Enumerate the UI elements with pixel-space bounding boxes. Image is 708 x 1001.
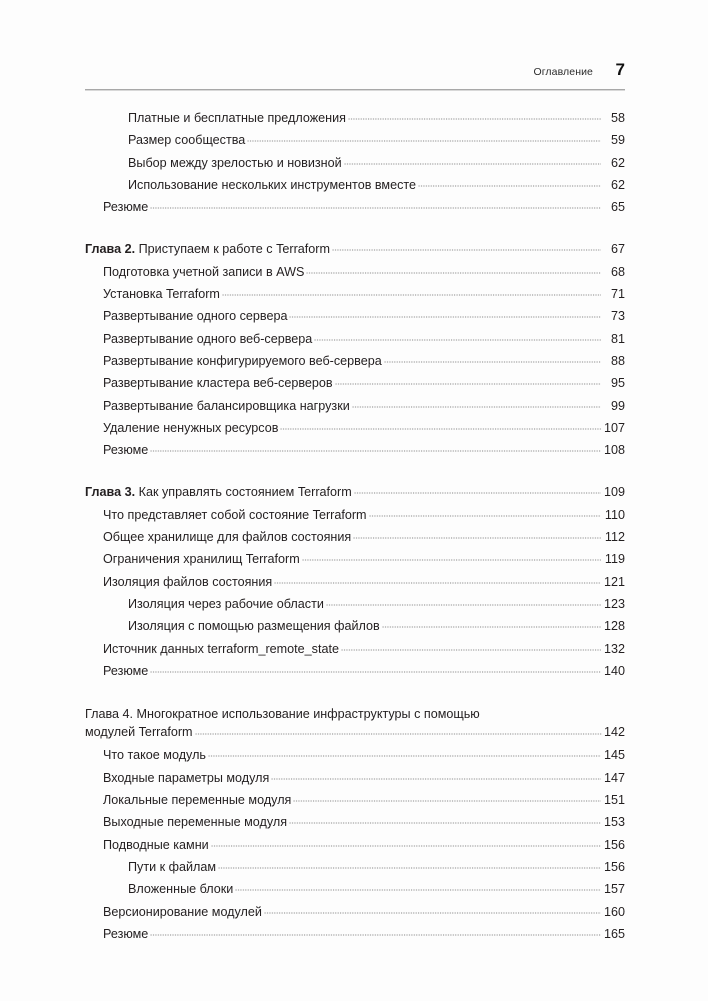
dot-leader <box>382 626 601 631</box>
toc-entry-page: 142 <box>603 724 625 739</box>
toc-entry-label: Что такое модуль <box>103 748 206 763</box>
toc-entry[interactable] <box>103 376 625 398</box>
table-of-contents <box>85 111 625 949</box>
toc-entry-label: Пути к файлам <box>128 859 217 874</box>
dot-leader <box>289 316 601 321</box>
dot-leader <box>352 406 601 411</box>
toc-entry[interactable] <box>103 530 625 552</box>
dot-leader <box>289 822 601 827</box>
toc-entry-label: Выходные переменные модуля <box>103 815 288 830</box>
toc-chapter-entry[interactable] <box>85 706 625 748</box>
toc-entry-label: Локальные переменные модуля <box>103 793 292 808</box>
dot-leader <box>306 272 601 277</box>
toc-entry-label: Что представляет собой состояние Terraform <box>103 507 367 522</box>
toc-entry-label: Удаление ненужных ресурсов <box>103 420 279 435</box>
toc-entry-label: Многократное использование инфраструктуры с помощью <box>136 707 480 722</box>
toc-entry-label: Изоляция через рабочие области <box>128 596 324 611</box>
toc-entry-label: Развертывание кластера веб-серверов <box>103 376 333 391</box>
toc-entry[interactable] <box>128 156 625 178</box>
dot-leader <box>384 361 601 366</box>
toc-chapter-entry[interactable] <box>85 485 625 507</box>
toc-entry[interactable] <box>128 133 625 155</box>
dot-leader <box>247 140 601 145</box>
toc-entry[interactable] <box>103 421 625 443</box>
dot-leader <box>208 755 601 760</box>
chapter-number: Глава 4. <box>85 707 137 722</box>
toc-entry-page: 151 <box>603 793 625 808</box>
toc-entry-page: 156 <box>603 837 625 852</box>
dot-leader <box>293 800 601 805</box>
toc-entry-label: Подводные камни <box>103 837 209 852</box>
toc-entry[interactable] <box>128 178 625 200</box>
toc-entry[interactable] <box>103 552 625 574</box>
dot-leader <box>235 889 601 894</box>
header-rule <box>85 89 625 91</box>
toc-entry[interactable] <box>103 265 625 287</box>
toc-entry[interactable] <box>103 793 625 815</box>
toc-entry-label: Развертывание одного веб-сервера <box>103 331 313 346</box>
page-number: 7 <box>615 60 625 79</box>
dot-leader <box>326 604 601 609</box>
dot-leader <box>418 185 601 190</box>
toc-chapter-entry[interactable] <box>85 242 625 264</box>
toc-entry-label: Платные и бесплатные предложения <box>128 111 346 125</box>
toc-entry[interactable] <box>103 815 625 837</box>
dot-leader <box>280 428 601 433</box>
toc-entry[interactable] <box>103 748 625 770</box>
toc-entry[interactable] <box>103 399 625 421</box>
chapter-number: Глава 3. <box>85 485 139 500</box>
toc-entry-page: 67 <box>610 242 625 257</box>
toc-entry-label: Резюме <box>103 663 149 678</box>
toc-entry[interactable] <box>103 443 625 465</box>
running-head-title: Оглавление <box>533 66 593 78</box>
toc-entry-page: 156 <box>603 859 625 874</box>
toc-entry-page: 81 <box>610 331 625 346</box>
toc-entry-page: 110 <box>604 507 625 522</box>
toc-entry[interactable] <box>103 838 625 860</box>
dot-leader <box>150 934 601 939</box>
toc-entry-page: 109 <box>603 485 625 500</box>
toc-entry[interactable] <box>103 508 625 530</box>
toc-entry[interactable] <box>103 287 625 309</box>
toc-entry[interactable] <box>103 309 625 331</box>
toc-entry-label: Развертывание одного сервера <box>103 309 288 324</box>
chapter-number: Глава 2. <box>85 242 139 257</box>
toc-entry[interactable] <box>128 619 625 641</box>
dot-leader <box>264 912 601 917</box>
dot-leader <box>314 339 601 344</box>
toc-entry-label: Приступаем к работе с Terraform <box>138 242 330 257</box>
toc-entry[interactable] <box>103 354 625 376</box>
toc-entry-label: Источник данных terraform_remote_state <box>103 641 339 656</box>
toc-entry[interactable] <box>128 882 625 904</box>
toc-entry-label: Использование нескольких инструментов вместе <box>128 177 417 192</box>
toc-entry-page: 62 <box>610 177 625 192</box>
dot-leader <box>332 249 601 254</box>
toc-entry-page: 68 <box>610 264 625 279</box>
toc-entry-page: 73 <box>610 309 625 324</box>
toc-entry[interactable] <box>103 664 625 686</box>
dot-leader <box>150 671 601 676</box>
toc-entry-label: Выбор между зрелостью и новизной <box>128 155 342 170</box>
dot-leader <box>218 867 601 872</box>
toc-entry[interactable] <box>128 597 625 619</box>
toc-entry-page: 145 <box>603 748 625 763</box>
toc-entry-page: 147 <box>603 770 625 785</box>
toc-entry-page: 58 <box>610 111 625 125</box>
toc-entry-page: 65 <box>610 200 625 215</box>
running-head <box>85 60 625 80</box>
dot-leader <box>341 649 601 654</box>
toc-entry-label: Резюме <box>103 200 149 215</box>
toc-entry-label: Развертывание балансировщика нагрузки <box>103 398 350 413</box>
toc-entry-page: 62 <box>610 155 625 170</box>
toc-entry-page: 99 <box>610 398 625 413</box>
toc-entry[interactable] <box>103 771 625 793</box>
toc-entry-page: 157 <box>603 882 625 897</box>
toc-entry-label: Общее хранилище для файлов состояния <box>103 530 352 545</box>
toc-entry-page: 160 <box>603 904 625 919</box>
toc-entry-page: 108 <box>603 443 625 458</box>
toc-entry-page: 128 <box>603 619 625 634</box>
toc-entry-page: 123 <box>603 596 625 611</box>
dot-leader <box>353 537 601 542</box>
toc-entry-page: 112 <box>604 530 625 545</box>
toc-entry[interactable] <box>103 200 625 222</box>
dot-leader <box>302 559 601 564</box>
toc-entry[interactable] <box>128 111 625 133</box>
toc-entry-page: 59 <box>610 133 625 148</box>
toc-entry-label: Подготовка учетной записи в AWS <box>103 264 305 279</box>
dot-leader <box>222 294 601 299</box>
toc-entry-page: 140 <box>603 663 625 678</box>
dot-leader <box>348 118 601 123</box>
toc-entry-label: Изоляция файлов состояния <box>103 574 273 589</box>
dot-leader <box>195 733 602 738</box>
toc-entry-page: 132 <box>603 641 625 656</box>
toc-entry[interactable] <box>128 860 625 882</box>
toc-entry[interactable] <box>103 332 625 354</box>
toc-entry[interactable] <box>103 927 625 949</box>
dot-leader <box>211 845 601 850</box>
dot-leader <box>150 207 601 212</box>
toc-entry-label: Версионирование модулей <box>103 904 262 919</box>
toc-entry-label: Развертывание конфигурируемого веб-сервера <box>103 353 382 368</box>
toc-entry-label: Размер сообщества <box>128 133 246 148</box>
toc-entry[interactable] <box>103 575 625 597</box>
toc-entry-label: Резюме <box>103 926 149 941</box>
toc-entry-page: 119 <box>604 552 625 567</box>
dot-leader <box>354 492 601 497</box>
toc-entry-label: Резюме <box>103 443 149 458</box>
toc-entry-page: 95 <box>610 376 625 391</box>
toc-entry-page: 88 <box>610 353 625 368</box>
toc-entry-label: Ограничения хранилищ Terraform <box>103 552 300 567</box>
toc-entry-page: 153 <box>603 815 625 830</box>
toc-entry-label: Изоляция с помощью размещения файлов <box>128 619 380 634</box>
toc-entry-label: Вложенные блоки <box>128 882 234 897</box>
toc-entry[interactable] <box>103 642 625 664</box>
toc-entry-page: 71 <box>610 287 625 302</box>
toc-entry-label: Входные параметры модуля <box>103 770 270 785</box>
toc-entry-label-continued: модулей Terraform <box>85 724 193 739</box>
toc-entry-label: Как управлять состоянием Terraform <box>138 485 352 500</box>
toc-entry[interactable] <box>103 905 625 927</box>
toc-entry-page: 121 <box>603 574 625 589</box>
toc-entry-page: 165 <box>603 926 625 941</box>
dot-leader <box>369 515 601 520</box>
dot-leader <box>344 163 601 168</box>
dot-leader <box>335 383 601 388</box>
dot-leader <box>150 450 601 455</box>
toc-entry-page: 107 <box>603 420 625 435</box>
dot-leader <box>271 778 601 783</box>
dot-leader <box>274 582 601 587</box>
toc-entry-label: Установка Terraform <box>103 287 220 302</box>
